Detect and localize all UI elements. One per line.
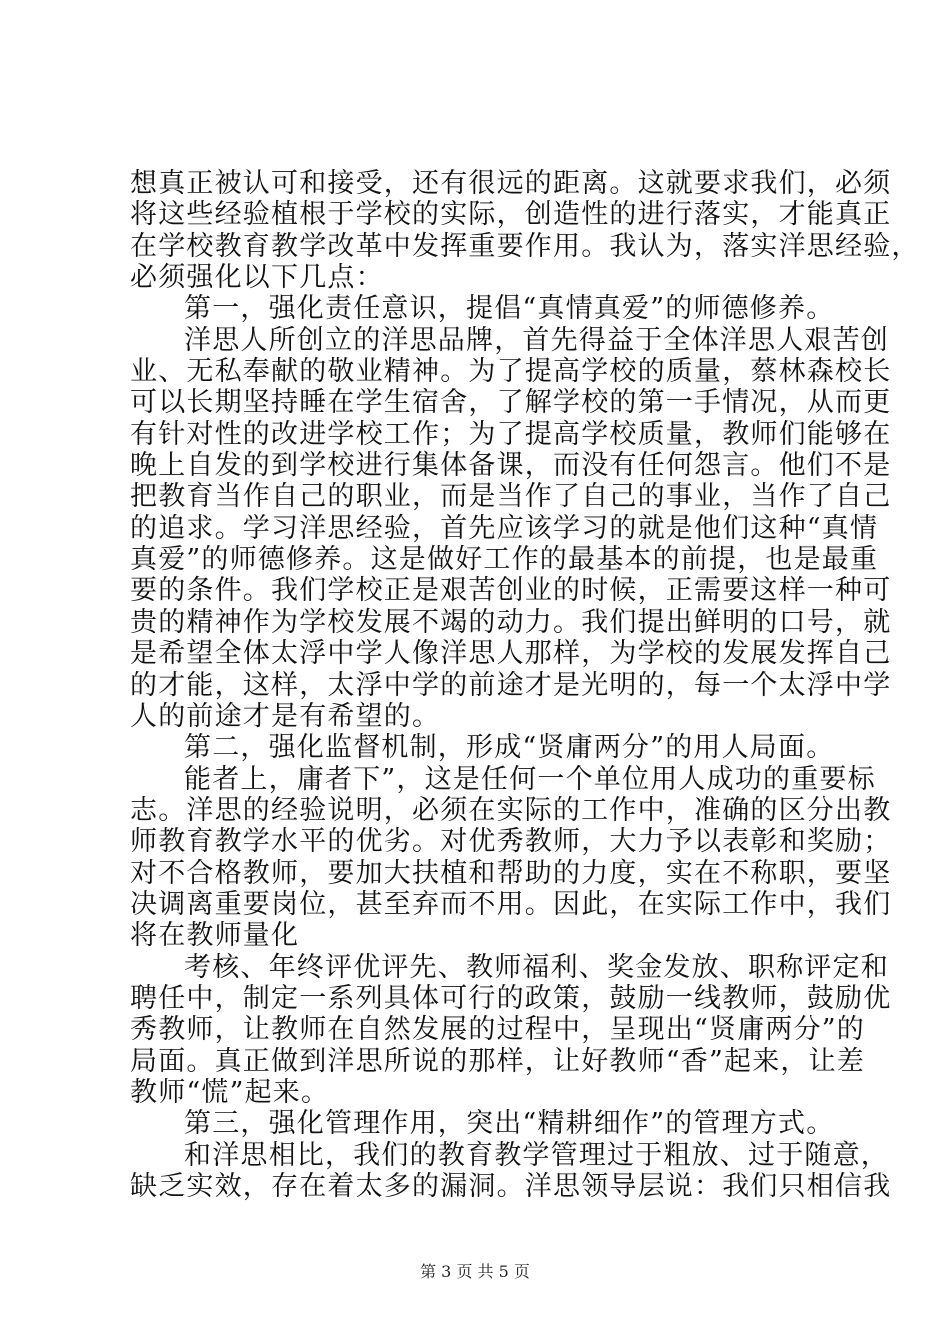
page-number-footer: 第 3 页 共 5 页 (420, 1262, 530, 1281)
text-line: 能者上，庸者下”，这是任何一个单位用人成功的重要标 (184, 763, 876, 795)
text-line: 将在教师量化 (130, 920, 300, 952)
text-line: 局面。真正做到洋思所说的那样，让好教师“香”起来，让差 (130, 1045, 866, 1077)
text-line: 聘任中，制定一系列具体可行的政策，鼓励一线教师，鼓励优 (130, 982, 892, 1014)
text-line: 必须强化以下几点： (130, 262, 384, 294)
text-line: 晚上自发的到学校进行集体备课，而没有任何怨言。他们不是 (130, 450, 892, 482)
text-line: 把教育当作自己的职业，而是当作了自己的事业，当作了自己 (130, 481, 892, 513)
section-heading-1: 第一，强化责任意识，提倡“真情真爱”的师德修养。 (184, 293, 835, 325)
text-line: 业、无私奉献的敬业精神。为了提高学校的质量，蔡林森校长 (130, 356, 892, 388)
text-line: 洋思人所创立的洋思品牌，首先得益于全体洋思人艰苦创 (184, 324, 889, 356)
text-line: 考核、年终评优评先、教师福利、奖金发放、职称评定和 (184, 951, 889, 983)
document-body (130, 168, 920, 1202)
section-heading-2: 第二，强化监督机制，形成“贤庸两分”的用人局面。 (184, 732, 835, 764)
text-line: 贵的精神作为学校发展不竭的动力。我们提出鲜明的口号，就 (130, 606, 892, 638)
text-line: 想真正被认可和接受，还有很远的距离。这就要求我们，必须 (130, 168, 892, 199)
text-line: 真爱”的师德修养。这是做好工作的最基本的前提，也是最重 (130, 544, 879, 576)
text-line: 对不合格教师，要加大扶植和帮助的力度，实在不称职，要坚 (130, 857, 892, 889)
text-line: 可以长期坚持睡在学生宿舍，了解学校的第一手情况，从而更 (130, 387, 892, 419)
text-line: 秀教师，让教师在自然发展的过程中，呈现出“贤庸两分”的 (130, 1014, 866, 1046)
text-line: 在学校教育教学改革中发挥重要作用。我认为，落实洋思经验， (130, 230, 920, 262)
text-line: 的追求。学习洋思经验，首先应该学习的就是他们这种“真情 (130, 512, 879, 544)
text-line: 的才能，这样，太浮中学的前途才是光明的，每一个太浮中学 (130, 669, 892, 701)
text-line: 人的前途才是有希望的。 (130, 700, 441, 732)
text-line: 是希望全体太浮中学人像洋思人那样，为学校的发展发挥自己 (130, 638, 892, 670)
section-heading-3: 第三，强化管理作用，突出“精耕细作”的管理方式。 (184, 1108, 835, 1140)
text-line: 和洋思相比，我们的教育教学管理过于粗放、过于随意， (184, 1139, 889, 1171)
text-line: 将这些经验植根于学校的实际，创造性的进行落实，才能真正 (130, 199, 892, 231)
text-line: 教师“慌”起来。 (130, 1076, 330, 1108)
text-line: 缺乏实效，存在着太多的漏洞。洋思领导层说：我们只相信我 (130, 1171, 892, 1202)
text-line: 决调离重要岗位，甚至弃而不用。因此，在实际工作中，我们 (130, 888, 892, 920)
text-line: 师教育教学水平的优劣。对优秀教师，大力予以表彰和奖励； (130, 826, 892, 858)
text-line: 有针对性的改进学校工作；为了提高学校质量，教师们能够在 (130, 418, 892, 450)
text-line: 志。洋思的经验说明，必须在实际的工作中，准确的区分出教 (130, 794, 892, 826)
text-line: 要的条件。我们学校正是艰苦创业的时候，正需要这样一种可 (130, 575, 892, 607)
